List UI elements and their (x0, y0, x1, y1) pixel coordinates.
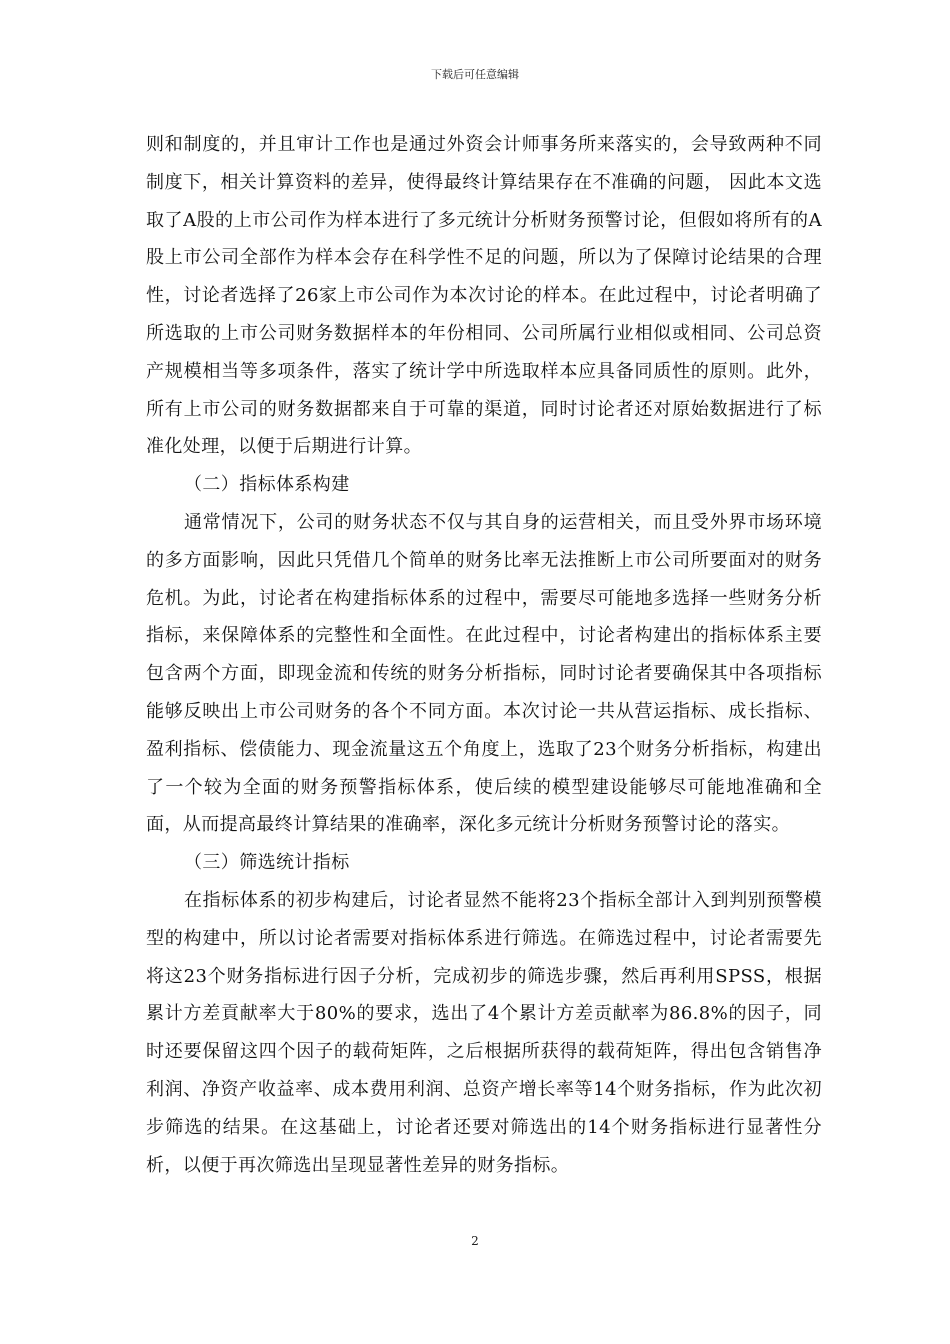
section-heading-3: （三）筛选统计指标 (184, 852, 350, 874)
paragraph-continuation: 则和制度的，并且审计工作也是通过外资会计师事务所来落实的，会导致两种不同制度下，相关计算资料的差异，使得最终计算结果存在不准确的问题， 因此本文选取了A股的上市公司作为样本进行了多元统计分析财务预警讨论，但假如将所有的A股上市公司全部作为样本会存在科学性不足的问题，所以为了保障讨论结果的合理性，讨论者选择了26家上市公司作为本次讨论的样本。在此过程中，讨论者明确了所选取的上市公司财务数据样本的年份相同、公司所属行业相似或相同、公司总资产规模相当等多项条件，落实了统计学中所选取样本应具备同质性的原则。此外，所有上市公司的财务数据都来自于可靠的渠道，同时讨论者还对原始数据进行了标准化处理，以便于后期进行计算。 (146, 134, 822, 458)
page-header: 下载后可任意编辑 (431, 68, 519, 81)
body-text (146, 126, 822, 1184)
paragraph-indicator-system: 通常情况下，公司的财务状态不仅与其自身的运营相关，而且受外界市场环境的多方面影响，因此只凭借几个简单的财务比率无法推断上市公司所要面对的财务危机。为此，讨论者在构建指标体系的过程中，需要尽可能地多选择一些财务分析指标，来保障体系的完整性和全面性。在此过程中，讨论者构建出的指标体系主要包含两个方面，即现金流和传统的财务分析指标，同时讨论者要确保其中各项指标能够反映出上市公司财务的各个不同方面。本次讨论一共从营运指标、成长指标、盈利指标、偿债能力、现金流量这五个角度上，选取了23个财务分析指标，构建出了一个较为全面的财务预警指标体系，使后续的模型建设能够尽可能地准确和全面，从而提高最终计算结果的准确率，深化多元统计分析财务预警讨论的落实。 (146, 511, 822, 836)
section-heading-2: （二）指标体系构建 (184, 474, 350, 496)
page-number: 2 (471, 1234, 479, 1248)
paragraph-indicator-screening: 在指标体系的初步构建后，讨论者显然不能将23个指标全部计入到判别预警模型的构建中，所以讨论者需要对指标体系进行筛选。在筛选过程中，讨论者需要先将这23个财务指标进行因子分析，完成初步的筛选步骤，然后再利用SPSS，根据累计方差貢献率大于80%的要求，选出了4个累计方差贡献率为86.8%的因子，同时还要保留这四个因子的载荷矩阵，之后根据所获得的载荷矩阵，得出包含销售净利润、净资产收益率、成本费用利润、总资产增长率等14个财务指标，作为此次初步筛选的结果。在这基础上，讨论者还要对筛选出的14个财务指标进行显著性分析，以便于再次筛选出呈现显著性差异的财务指标。 (146, 889, 822, 1176)
